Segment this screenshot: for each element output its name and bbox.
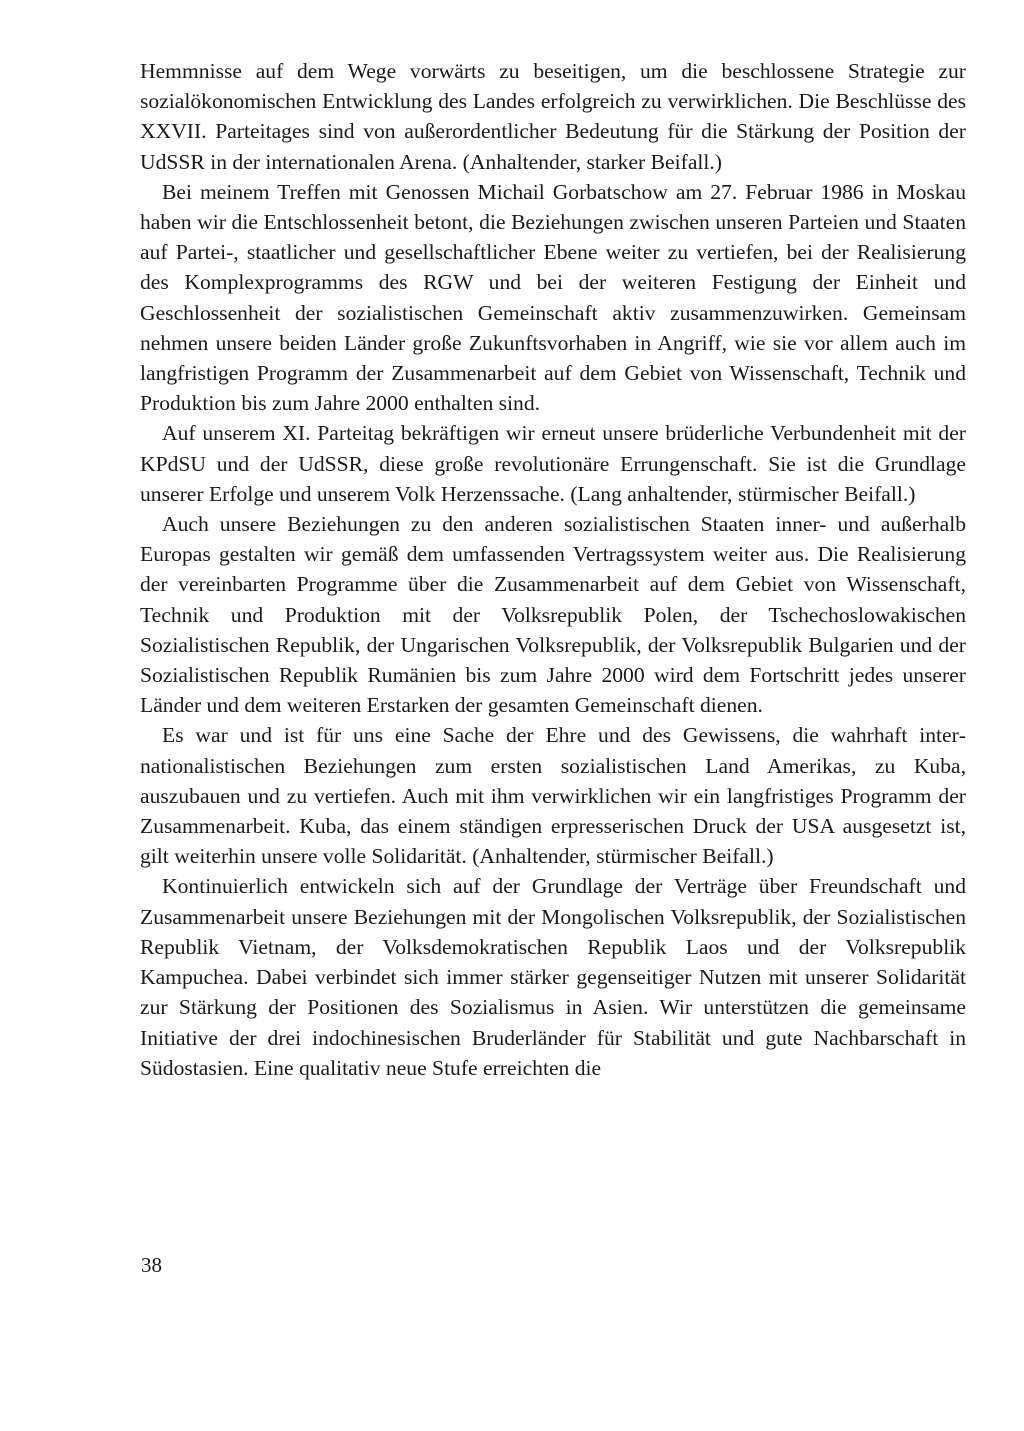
paragraph-1: Hemmnisse auf dem Wege vorwärts zu beseitigen, um die beschlossene Strategie zur sozialökonomischen Entwicklung des Landes erfolgreich zu verwirklichen. Die Beschlüsse des XXVII. Parteitages sind von außerordentlicher Bedeutung für die Stärkung der Position der UdSSR in der internationalen Arena. (Anhaltender, starker Beifall.) <box>140 59 966 174</box>
paragraph-3: Auf unserem XI. Parteitag bekräftigen wir erneut unsere brüderliche Verbundenheit mit der KPdSU und der UdSSR, diese große revolutionäre Errungenschaft. Sie ist die Grundlage unserer Erfolge und unserem Volk Herzenssache. (Lang anhaltender, stürmischer Beifall.) <box>140 421 966 506</box>
page-body <box>140 56 966 1083</box>
paragraph-5: Es war und ist für uns eine Sache der Ehre und des Gewissens, die wahrhaft internationalistischen Beziehungen zum ersten sozialistischen Land Amerikas, zu Kuba, auszubauen und zu vertiefen. Auch mit ihm verwirklichen wir ein langfristiges Programm der Zusammenarbeit. Kuba, das einem ständigen erpresserischen Druck der USA ausgesetzt ist, gilt weiterhin unsere volle Solidarität. (Anhaltender, stürmischer Beifall.) <box>140 723 966 869</box>
paragraph-4: Auch unsere Beziehungen zu den anderen sozialistischen Staaten inner- und außerhalb Europas gestalten wir gemäß dem umfassenden Vertragssystem weiter aus. Die Realisierung der vereinbarten Programme über die Zusammenarbeit auf dem Gebiet von Wissenschaft, Technik und Produktion mit der Volksrepublik Polen, der Tschechoslowakischen Sozialistischen Republik, der Ungarischen Volksrepublik, der Volksrepublik Bulgarien und der Sozialistischen Republik Rumänien bis zum Jahre 2000 wird dem Fortschritt jedes unserer Länder und dem weiteren Erstarken der gesamten Gemeinschaft dienen. <box>140 512 966 718</box>
paragraph-2: Bei meinem Treffen mit Genossen Michail Gorbatschow am 27. Februar 1986 in Moskau haben wir die Entschlossenheit betont, die Beziehungen zwischen unseren Parteien und Staaten auf Partei-, staatlicher und gesellschaftlicher Ebene weiter zu vertiefen, bei der Realisierung des Komplexprogramms des RGW und bei der weiteren Festigung der Einheit und Geschlossenheit der sozialistischen Gemeinschaft aktiv zusammenzuwirken. Gemeinsam nehmen unsere beiden Länder große Zukunftsvorhaben in Angriff, wie sie vor allem auch im langfristigen Programm der Zusammenarbeit auf dem Gebiet von Wissenschaft, Technik und Produktion bis zum Jahre 2000 enthalten sind. <box>140 179 966 416</box>
page-number: 38 <box>141 1253 162 1277</box>
paragraph-6: Kontinuierlich entwickeln sich auf der Grundlage der Verträge über Freundschaft und Zusammenarbeit unsere Beziehungen mit der Mongolischen Volksrepublik, der Sozialistischen Republik Vietnam, der Volksdemokratischen Republik Laos und der Volksrepublik Kampuchea. Dabei verbindet sich immer stärker gegenseitiger Nutzen mit unserer Solidarität zur Stärkung der Positionen des Sozialismus in Asien. Wir unterstützen die gemeinsame Initiative der drei indochinesischen Bruderländer für Stabilität und gute Nachbarschaft in Südostasien. Eine qualitativ neue Stufe erreichten die <box>140 874 966 1080</box>
